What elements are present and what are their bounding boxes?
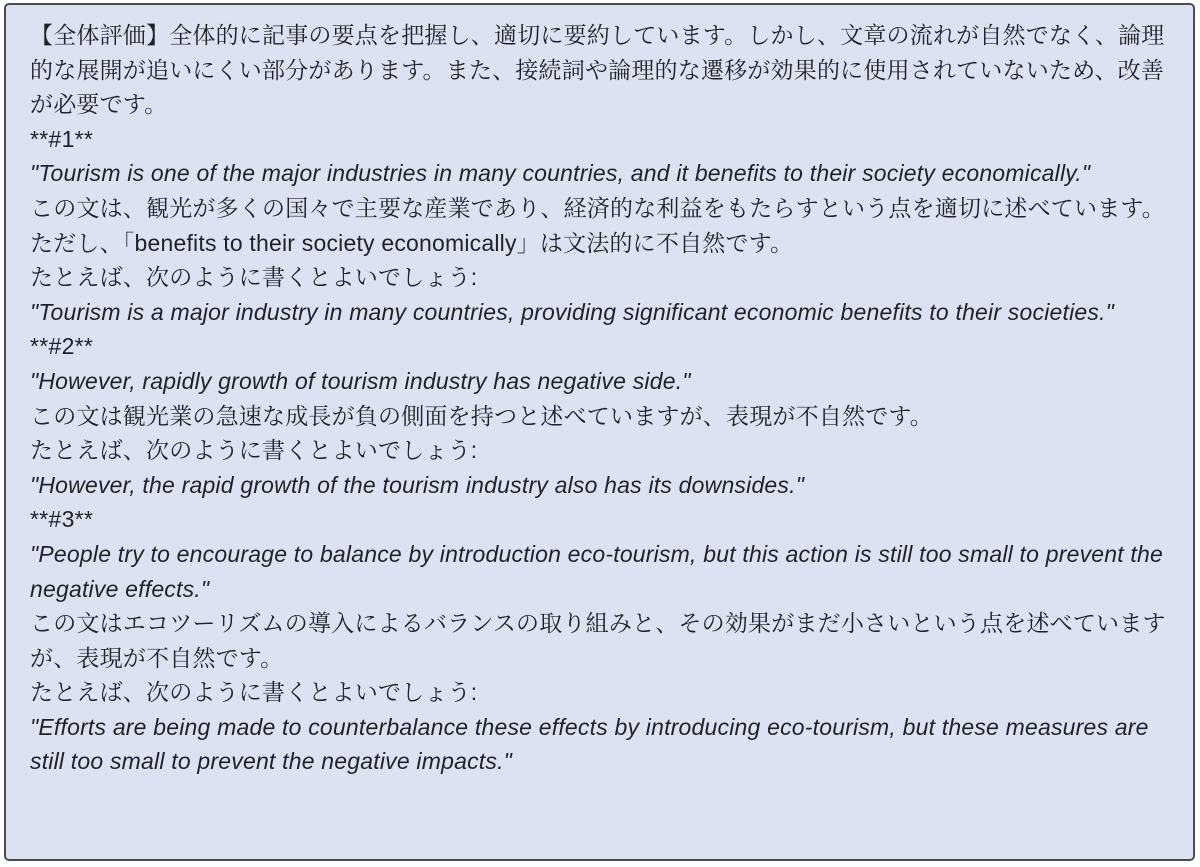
item-3-marker: **#3** <box>30 506 94 533</box>
item-2-suggested-sentence: "However, the rapid growth of the tourism industry also has its downsides." <box>30 471 805 498</box>
item-1-quoted-sentence: "Tourism is one of the major industries in many countries, and it benefits to their society economically." <box>30 160 1091 187</box>
item-3-suggested-sentence: "Efforts are being made to counterbalance these effects by introducing eco-tourism, but these measures are still too small to prevent the negative impacts." <box>30 713 1149 775</box>
item-2-marker: **#2** <box>30 333 94 360</box>
item-1-suggestion-label: たとえば、次のように書くとよいでしょう: <box>30 264 478 291</box>
overall-evaluation: 【全体評価】全体的に記事の要点を把握し、適切に要約しています。しかし、文章の流れが自然でなく、論理的な展開が追いにくい部分があります。また、接続詞や論理的な遷移が効果的に使用されていないため、改善が必要です。 <box>30 22 1165 118</box>
item-1-comment: この文は、観光が多くの国々で主要な産業であり、経済的な利益をもたらすという点を適切に述べています。ただし、「benefits to their society economically」は文法的に不自然です。 <box>30 194 1165 256</box>
item-3-suggestion-label: たとえば、次のように書くとよいでしょう: <box>30 679 478 706</box>
feedback-panel <box>4 3 1195 861</box>
item-3-quoted-sentence: "People try to encourage to balance by introduction eco-tourism, but this action is still too small to prevent the negative effects." <box>30 540 1163 602</box>
item-2-quoted-sentence: "However, rapidly growth of tourism industry has negative side." <box>30 367 691 394</box>
item-3-comment: この文はエコツーリズムの導入によるバランスの取り組みと、その効果がまだ小さいという点を述べていますが、表現が不自然です。 <box>30 610 1166 671</box>
item-2-comment: この文は観光業の急速な成長が負の側面を持つと述べていますが、表現が不自然です。 <box>30 402 933 429</box>
item-1-suggested-sentence: "Tourism is a major industry in many countries, providing significant economic benefits to their societies." <box>30 298 1115 325</box>
item-1-marker: **#1** <box>30 125 94 152</box>
item-2-suggestion-label: たとえば、次のように書くとよいでしょう: <box>30 437 478 464</box>
